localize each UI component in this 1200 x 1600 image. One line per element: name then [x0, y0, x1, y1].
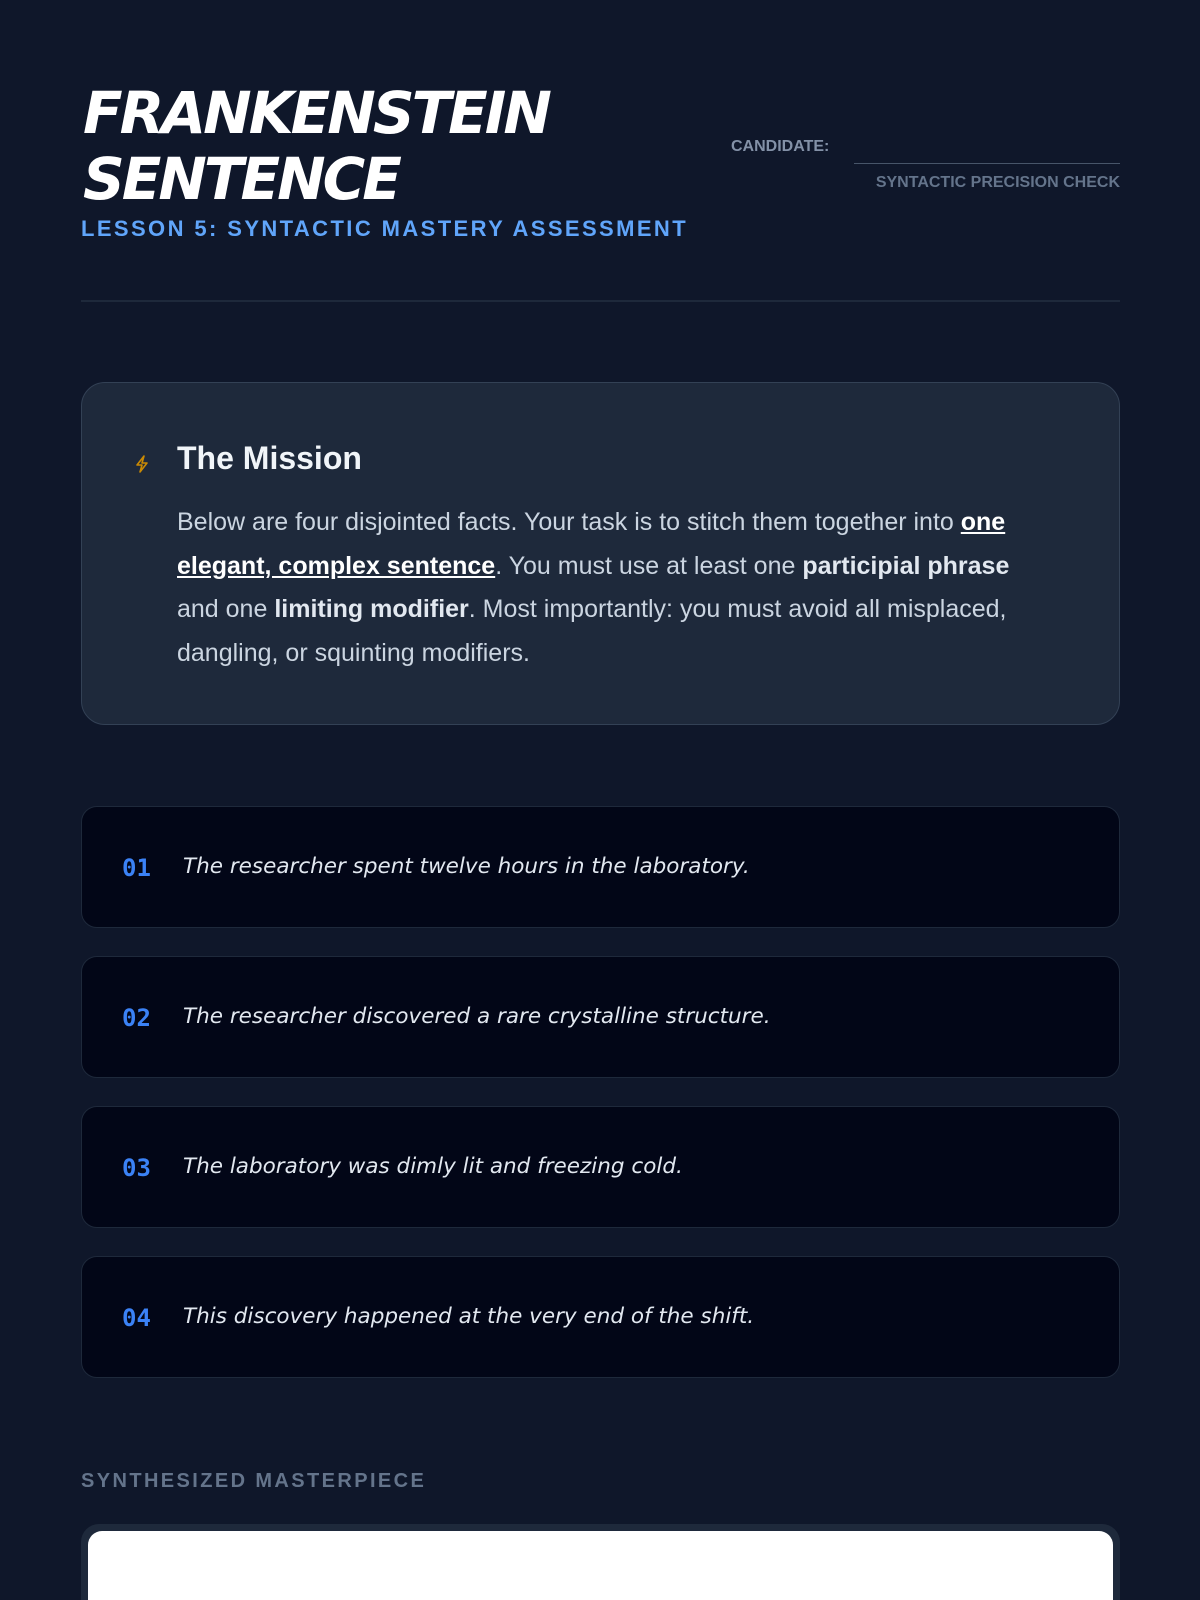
answer-textarea[interactable]	[88, 1531, 1113, 1600]
fact-text: The laboratory was dimly lit and freezing cold.	[183, 1154, 683, 1179]
mission-term-limiting: limiting modifier	[274, 595, 469, 623]
candidate-label: CANDIDATE:	[731, 138, 830, 155]
header-divider	[81, 300, 1120, 302]
fact-text: This discovery happened at the very end of the shift.	[183, 1304, 755, 1329]
candidate-input[interactable]	[854, 163, 1120, 164]
fact-number: 02	[122, 1004, 151, 1032]
lightning-bolt-icon	[134, 455, 150, 473]
mission-emphasis: one elegant, complex sentence	[177, 508, 1006, 580]
mission-card	[81, 382, 1120, 725]
lesson-subtitle: LESSON 5: SYNTACTIC MASTERY ASSESSMENT	[81, 216, 689, 241]
fact-card-1	[81, 806, 1120, 928]
fact-text: The researcher discovered a rare crystalline structure.	[183, 1004, 771, 1029]
mission-text-4: . Most importantly: you must avoid all misplaced, dangling, or squinting modifiers.	[177, 595, 1007, 667]
answer-label: SYNTHESIZED MASTERPIECE	[81, 1470, 427, 1492]
precision-check-label: SYNTACTIC PRECISION CHECK	[875, 174, 1120, 191]
mission-text-2: . You must use at least one	[495, 551, 803, 580]
mission-term-participial: participial phrase	[802, 551, 1010, 580]
assessment-page	[81, 0, 1120, 1600]
fact-text: The researcher spent twelve hours in the laboratory.	[183, 854, 750, 879]
answer-frame	[81, 1524, 1120, 1600]
mission-instructions	[177, 501, 1057, 675]
fact-card-2	[81, 956, 1120, 1078]
fact-number: 01	[122, 854, 151, 882]
mission-text-1: Below are four disjointed facts. Your task is to stitch them together into	[177, 508, 961, 536]
mission-text-3: and one	[177, 595, 275, 623]
fact-number: 04	[122, 1304, 151, 1332]
fact-card-4	[81, 1256, 1120, 1378]
fact-number: 03	[122, 1154, 151, 1182]
fact-card-3	[81, 1106, 1120, 1228]
mission-title: The Mission	[177, 440, 362, 476]
page-title: FRANKENSTEIN SENTENCE	[83, 79, 549, 213]
